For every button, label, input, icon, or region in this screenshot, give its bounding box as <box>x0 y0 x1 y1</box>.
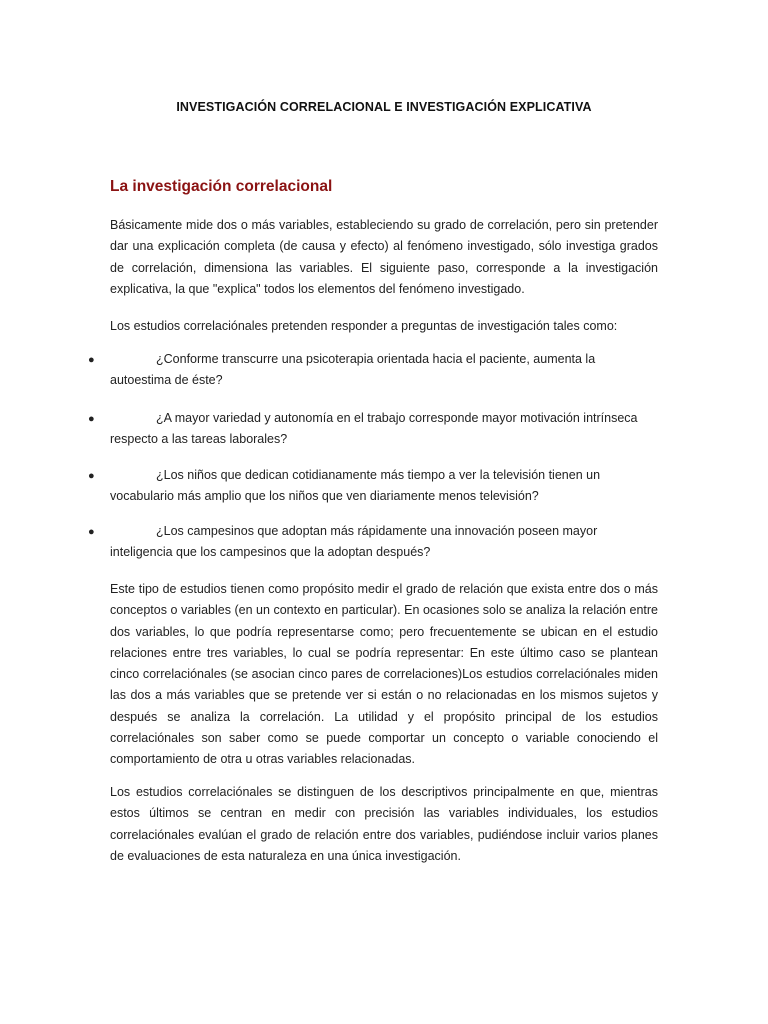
bullet-icon: ● <box>88 354 95 366</box>
question-text: ¿A mayor variedad y autonomía en el trabajo corresponde mayor motivación intrínseca respecto a las tareas laborales? <box>110 411 638 447</box>
bullet-icon: ● <box>88 526 95 538</box>
question-text: ¿Conforme transcurre una psicoterapia orientada hacia el paciente, aumenta la autoestima de éste? <box>110 352 596 388</box>
section-heading: La investigación correlacional <box>110 178 333 195</box>
paragraph-intro: Básicamente mide dos o más variables, estableciendo su grado de correlación, pero sin pretender dar una explicación completa (de causa y efecto) al fenómeno investigado, sólo investiga grados de correlación, dimensiona las variables. El siguiente paso, corresponde a la investigación explicativa, la que "explica" todos los elementos del fenómeno investigado. <box>110 218 658 296</box>
paragraph-purpose: Este tipo de estudios tienen como propósito medir el grado de relación que exista entre dos o más conceptos o variables (en un contexto en particular). En ocasiones solo se analiza la relación entre dos variables, lo que podría representarse como; pero frecuentemente se ubican en el estudio relaciones entre tres variables, lo cual se podría representar: En este último caso se plantean cinco correlaciónales (se asocian cinco pares de correlaciones)Los estudios correlaciónales miden las dos a más variables que se pretende ver si están o no relacionadas en los mismos sujetos y después se analiza la correlación. La utilidad y el propósito principal de los estudios correlaciónales son saber como se puede comportar un concepto o variable conociendo el comportamiento de otra u otras variables relacionadas. <box>110 582 658 767</box>
paragraph-questions-lead: Los estudios correlaciónales pretenden responder a preguntas de investigación tales como: <box>110 319 618 333</box>
document-title: INVESTIGACIÓN CORRELACIONAL E INVESTIGACIÓN EXPLICATIVA <box>176 100 592 114</box>
bullet-icon: ● <box>88 413 95 425</box>
bullet-icon: ● <box>88 470 95 482</box>
question-text: ¿Los niños que dedican cotidianamente más tiempo a ver la televisión tienen un vocabulario más amplio que los niños que ven diariamente menos televisión? <box>110 468 601 504</box>
paragraph-comparison: Los estudios correlaciónales se distinguen de los descriptivos principalmente en que, mientras estos últimos se centran en medir con precisión las variables individuales, los estudios correlaciónales evalúan el grado de relación entre dos variables, pudiéndose incluir varios planes de evaluaciones de esta naturaleza en una única investigación. <box>110 785 658 863</box>
question-text: ¿Los campesinos que adoptan más rápidamente una innovación poseen mayor inteligencia que los campesinos que la adoptan después? <box>110 524 598 560</box>
